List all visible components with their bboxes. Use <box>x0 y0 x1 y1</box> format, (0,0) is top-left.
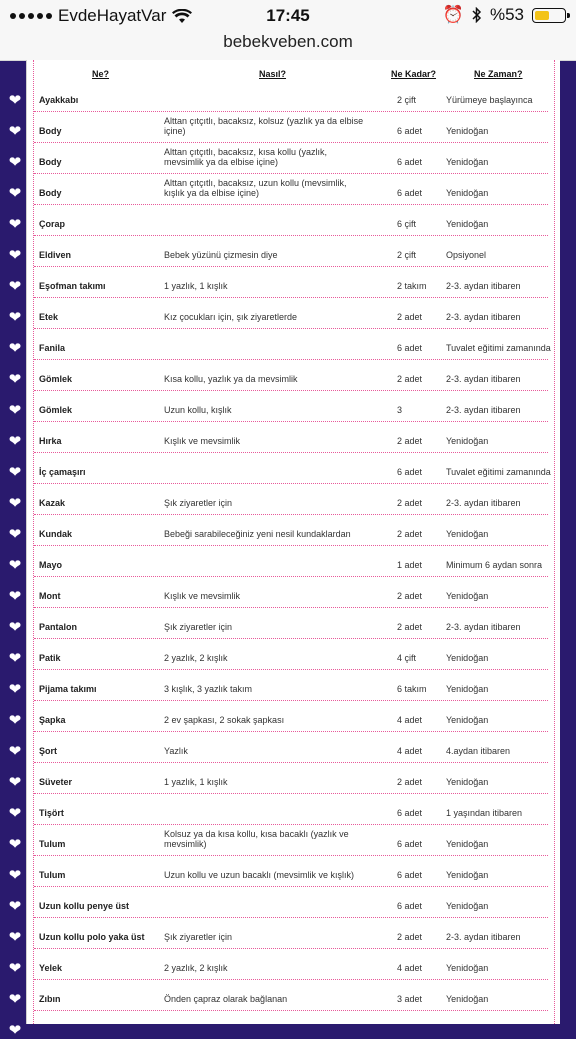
item-quantity: 6 adet <box>397 870 423 880</box>
item-name: Body <box>39 157 62 167</box>
item-when: Yenidoğan <box>446 436 489 446</box>
item-quantity: 2 adet <box>397 932 423 942</box>
item-when: Yürümeye başlayınca <box>446 95 533 105</box>
alarm-icon: ⏰ <box>442 5 464 24</box>
item-name: Mont <box>39 591 61 601</box>
item-quantity: 2 adet <box>397 777 423 787</box>
item-how: Alttan çıtçıtlı, bacaksız, kısa kollu (yazlık, mevsimlik ya da elbise içine) <box>164 147 328 167</box>
heart-icon: ❤ <box>8 216 22 233</box>
item-when: 2-3. aydan itibaren <box>446 281 521 291</box>
item-when: Opsiyonel <box>446 250 487 260</box>
item-quantity: 6 adet <box>397 157 423 167</box>
item-how: Kız çocukları için, şık ziyaretlerde <box>164 312 298 322</box>
table-row <box>34 391 548 422</box>
table-row <box>34 143 548 174</box>
item-name: Patik <box>39 653 61 663</box>
item-name: Uzun kollu penye üst <box>39 901 130 911</box>
heart-icon: ❤ <box>8 1022 22 1039</box>
item-how: Şık ziyaretler için <box>164 622 233 632</box>
table-row <box>34 236 548 267</box>
item-how: Kısa kollu, yazlık ya da mevsimlik <box>164 374 298 384</box>
clock: 17:45 <box>266 6 310 25</box>
item-quantity: 2 adet <box>397 312 423 322</box>
item-when: 2-3. aydan itibaren <box>446 622 521 632</box>
item-when: Yenidoğan <box>446 126 489 136</box>
header-what: Ne? <box>92 69 110 79</box>
item-quantity: 2 adet <box>397 622 423 632</box>
heart-icon: ❤ <box>8 805 22 822</box>
item-when: Yenidoğan <box>446 653 489 663</box>
table-row <box>34 267 548 298</box>
item-quantity: 1 adet <box>397 560 423 570</box>
heart-icon: ❤ <box>8 836 22 853</box>
item-how: 1 yazlık, 1 kışlık <box>164 281 228 291</box>
table-row <box>34 205 548 236</box>
item-how: 2 yazlık, 2 kışlık <box>164 653 228 663</box>
table-row <box>34 670 548 701</box>
item-quantity: 6 çift <box>397 219 417 229</box>
item-name: İç çamaşırı <box>39 467 86 477</box>
table-row <box>34 577 548 608</box>
table-row <box>34 825 548 856</box>
heart-border <box>0 60 26 1039</box>
item-name: Yelek <box>39 963 63 973</box>
item-how: Alttan çıtçıtlı, bacaksız, kolsuz (yazlık ya da elbise içine) <box>164 116 364 136</box>
item-quantity: 2 takım <box>397 281 427 291</box>
item-when: 2-3. aydan itibaren <box>446 498 521 508</box>
item-when: Yenidoğan <box>446 777 489 787</box>
heart-icon: ❤ <box>8 960 22 977</box>
status-bar <box>0 0 576 30</box>
table-row <box>34 422 548 453</box>
heart-icon: ❤ <box>8 371 22 388</box>
heart-icon: ❤ <box>8 867 22 884</box>
heart-icon: ❤ <box>8 433 22 450</box>
item-how: Kışlık ve mevsimlik <box>164 591 241 601</box>
table-row <box>34 980 548 1011</box>
item-when: Yenidoğan <box>446 994 489 1004</box>
item-name: Kazak <box>39 498 66 508</box>
item-how: Kolsuz ya da kısa kollu, kısa bacaklı (yazlık ve mevsimlik) <box>164 829 349 849</box>
item-when: 2-3. aydan itibaren <box>446 405 521 415</box>
item-when: Yenidoğan <box>446 157 489 167</box>
url-text[interactable]: bebekveben.com <box>223 32 353 51</box>
heart-icon: ❤ <box>8 402 22 419</box>
item-how: 3 kışlık, 3 yazlık takım <box>164 684 253 694</box>
item-name: Pantalon <box>39 622 78 632</box>
item-when: Yenidoğan <box>446 529 489 539</box>
item-name: Tişört <box>39 808 64 818</box>
item-how: Şık ziyaretler için <box>164 932 233 942</box>
item-how: Önden çapraz olarak bağlanan <box>164 994 288 1004</box>
item-quantity: 4 adet <box>397 715 423 725</box>
table-row <box>34 546 548 577</box>
heart-icon: ❤ <box>8 712 22 729</box>
item-how: Uzun kollu ve uzun bacaklı (mevsimlik ve kışlık) <box>164 870 355 880</box>
table-row <box>34 639 548 670</box>
item-when: Minimum 6 aydan sonra <box>446 560 543 570</box>
item-name: Çorap <box>39 219 66 229</box>
heart-icon: ❤ <box>8 340 22 357</box>
item-name: Gömlek <box>39 405 73 415</box>
item-name: Gömlek <box>39 374 73 384</box>
item-when: Yenidoğan <box>446 715 489 725</box>
item-quantity: 2 adet <box>397 498 423 508</box>
heart-icon: ❤ <box>8 123 22 140</box>
item-when: 4.aydan itibaren <box>446 746 511 756</box>
item-name: Zıbın <box>39 994 61 1004</box>
table-row <box>34 329 551 360</box>
item-quantity: 6 adet <box>397 901 423 911</box>
item-how: Bebek yüzünü çizmesin diye <box>164 250 278 260</box>
item-name: Şort <box>39 746 57 756</box>
item-when: Yenidoğan <box>446 188 489 198</box>
item-how: Alttan çıtçıtlı, bacaksız, uzun kollu (mevsimlik, kışlık ya da elbise içine) <box>164 178 347 198</box>
table-row <box>34 484 548 515</box>
item-when: Yenidoğan <box>446 839 489 849</box>
item-name: Mayo <box>39 560 63 570</box>
item-name: Pijama takımı <box>39 684 97 694</box>
heart-icon: ❤ <box>8 557 22 574</box>
bluetooth-icon <box>472 7 482 23</box>
item-when: Yenidoğan <box>446 870 489 880</box>
heart-icon: ❤ <box>8 588 22 605</box>
table-row <box>34 608 548 639</box>
table-row <box>34 949 548 980</box>
item-quantity: 4 adet <box>397 746 423 756</box>
status-right <box>443 5 566 25</box>
item-quantity: 6 adet <box>397 467 423 477</box>
page-content <box>26 60 560 1024</box>
table-row <box>34 453 551 484</box>
battery-percent: %53 <box>489 5 524 24</box>
heart-icon: ❤ <box>8 185 22 202</box>
item-how: 2 ev şapkası, 2 sokak şapkası <box>164 715 285 725</box>
heart-icon: ❤ <box>8 278 22 295</box>
item-quantity: 2 adet <box>397 374 423 384</box>
item-name: Eşofman takımı <box>39 281 106 291</box>
item-quantity: 2 adet <box>397 529 423 539</box>
heart-icon: ❤ <box>8 681 22 698</box>
table-row <box>34 515 548 546</box>
carrier-name: EvdeHayatVar <box>58 6 167 25</box>
heart-icon: ❤ <box>8 619 22 636</box>
battery-icon <box>532 8 566 23</box>
item-name: Fanila <box>39 343 66 353</box>
item-name: Şapka <box>39 715 66 725</box>
item-quantity: 2 adet <box>397 436 423 446</box>
table-row <box>34 360 548 391</box>
table-row <box>34 887 548 918</box>
item-quantity: 6 adet <box>397 343 423 353</box>
table-row <box>34 856 548 887</box>
item-quantity: 2 adet <box>397 591 423 601</box>
item-how: Şık ziyaretler için <box>164 498 233 508</box>
item-quantity: 6 adet <box>397 808 423 818</box>
table-row <box>34 112 548 143</box>
item-quantity: 2 çift <box>397 250 417 260</box>
item-quantity: 6 takım <box>397 684 427 694</box>
heart-icon: ❤ <box>8 743 22 760</box>
item-when: Yenidoğan <box>446 591 489 601</box>
item-when: Yenidoğan <box>446 901 489 911</box>
header-how: Nasıl? <box>259 69 287 79</box>
item-name: Süveter <box>39 777 73 787</box>
item-how: 2 yazlık, 2 kışlık <box>164 963 228 973</box>
item-quantity: 2 çift <box>397 95 417 105</box>
item-name: Tulum <box>39 839 66 849</box>
item-name: Etek <box>39 312 59 322</box>
item-when: Yenidoğan <box>446 219 489 229</box>
item-quantity: 6 adet <box>397 126 423 136</box>
heart-icon: ❤ <box>8 991 22 1008</box>
item-name: Body <box>39 126 62 136</box>
item-when: 2-3. aydan itibaren <box>446 932 521 942</box>
table-row <box>34 701 548 732</box>
item-name: Ayakkabı <box>39 95 79 105</box>
item-how: 1 yazlık, 1 kışlık <box>164 777 228 787</box>
item-name: Eldiven <box>39 250 72 260</box>
item-how: Uzun kollu, kışlık <box>164 405 232 415</box>
header-how-many: Ne Kadar? <box>391 69 437 79</box>
item-quantity: 6 adet <box>397 839 423 849</box>
item-how: Bebeği sarabileceğiniz yeni nesil kundaklardan <box>164 529 351 539</box>
table-row <box>34 794 548 825</box>
heart-icon: ❤ <box>8 154 22 171</box>
heart-icon: ❤ <box>8 929 22 946</box>
item-when: Tuvalet eğitimi zamanında <box>446 343 551 353</box>
header-when: Ne Zaman? <box>474 69 523 79</box>
item-when: 1 yaşından itibaren <box>446 808 523 818</box>
item-quantity: 4 çift <box>397 653 417 663</box>
table-row <box>34 81 548 112</box>
item-when: Yenidoğan <box>446 963 489 973</box>
heart-icon: ❤ <box>8 309 22 326</box>
item-how: Kışlık ve mevsimlik <box>164 436 241 446</box>
table-row <box>34 732 548 763</box>
address-bar[interactable] <box>0 30 576 61</box>
heart-icon: ❤ <box>8 495 22 512</box>
item-name: Kundak <box>39 529 73 539</box>
item-how: Yazlık <box>164 746 188 756</box>
heart-icon: ❤ <box>8 92 22 109</box>
table-row <box>34 763 548 794</box>
item-quantity: 4 adet <box>397 963 423 973</box>
item-name: Hırka <box>39 436 62 446</box>
item-when: Tuvalet eğitimi zamanında <box>446 467 551 477</box>
item-quantity: 3 <box>397 405 403 415</box>
table-row <box>34 918 548 949</box>
table-row <box>34 174 548 205</box>
heart-icon: ❤ <box>8 650 22 667</box>
item-quantity: 6 adet <box>397 188 423 198</box>
item-when: 2-3. aydan itibaren <box>446 374 521 384</box>
item-name: Uzun kollu polo yaka üst <box>39 932 145 942</box>
item-name: Tulum <box>39 870 66 880</box>
item-name: Body <box>39 188 62 198</box>
heart-icon: ❤ <box>8 464 22 481</box>
heart-icon: ❤ <box>8 774 22 791</box>
heart-icon: ❤ <box>8 526 22 543</box>
heart-icon: ❤ <box>8 898 22 915</box>
item-when: Yenidoğan <box>446 684 489 694</box>
item-quantity: 3 adet <box>397 994 423 1004</box>
item-when: 2-3. aydan itibaren <box>446 312 521 322</box>
heart-icon: ❤ <box>8 247 22 264</box>
table-row <box>34 298 548 329</box>
